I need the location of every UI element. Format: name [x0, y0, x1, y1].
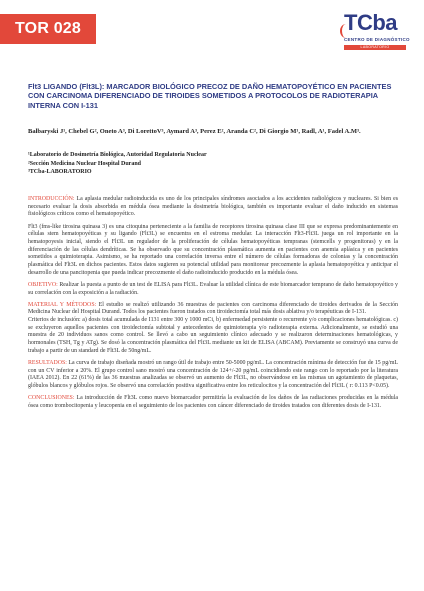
materiales-label: MATERIAL Y MÉTODOS:	[28, 301, 97, 308]
abstract-title: Flt3 LIGANDO (Flt3L): MARCADOR BIOLÓGICO PRECOZ DE DAÑO HEMATOPOYÉTICO EN PACIENTES CON CARCINOMA DIFERENCIADO DE TIROIDES SOMETIDOS A PROTOCOLOS DE RADIOTERAPIA INTERNA CON I-131	[28, 82, 392, 110]
resultados-paragraph	[28, 360, 398, 391]
resultados-text: La curva de trabajo diseñada mostró un rango útil de trabajo entre 50-5000 pg/mL. La concentración mínima de detección fue de 15 pg/mL con un CV inferior a 20%. El grupo control sano mostró una concentración de 124+/-20 pg/mL coincidiendo este rango con lo reportado por la literatura (IAEA 2012). En 22 (61%) de las 36 muestras analizadas se observó un aumento de Flt3L, no observándose en las mismas un agotamiento de plaquetas, glóbulos blancos y glóbulos rojos. Se observó una correlación positiva significativa entre los reticulocitos y la concentración del Flt3L ( r: 0.113 P<0.05).	[28, 359, 398, 390]
conclusiones-paragraph	[28, 395, 398, 410]
logo-name: TCba	[344, 10, 397, 35]
poster-id-tag: TOR 028	[0, 14, 96, 44]
objetivo-text: Realizar la puesta a punto de un test de ELISA para Flt3L. Evaluar la utilidad clínica de este biomarcador temprano de daño hematopoyético y su correlación con la exposición a la radiación.	[28, 281, 398, 296]
materiales-paragraph	[28, 302, 398, 317]
objetivo-paragraph	[28, 282, 398, 297]
conclusiones-text: La introducción de Flt3L como nuevo biomarcador permitiría la evaluación de los daños de las radiaciones producidas en la médula ósea como trombocitopenia y leucopenia en el seguimiento de los pacientes con cáncer diferenciado de tiroides tratados con diferentes dosis de I-131.	[28, 395, 398, 409]
affiliation-3: ³TCba-LABORATORIO	[28, 169, 92, 176]
resultados-label: RESULTADOS:	[28, 359, 67, 366]
criterios-paragraph: Criterios de inclusión: a) dosis total acumulada de I131 entre 300 y 1000 mCi, b) enfermedad persistente o recurrente y/o complicaciones hematológicas. c) se excluyeron aquellos pacientes con tiroidectomía subtotal y antecedentes de quimioterapia y/o radioterapia externa. Adicionalmente, se estudió una muestra de 20 individuos sanos como control. Se llevó a cabo un seguimiento clínico adecuado y se realizaron determinaciones hematológicas, y hormonales (TSH, Tg y ATg). Se dosó la concentración plasmática del Flt3L mediante un kit de ELISA (ABCAM). Previamente se construyó una curva de trabajo a partir de un standard de Flt3L de 50ng/mL.	[28, 317, 398, 354]
objetivo-label: OBJETIVO:	[28, 281, 58, 288]
logo-subtitle: CENTRO DE DIAGNÓSTICO	[344, 37, 410, 42]
abstract-body	[28, 196, 398, 415]
author-list: Balbaryski J¹, Chebel G², Oneto A³, Di LorettoV³, Aymard A³, Perez E², Aranda C², Di Giorgio M¹, Radl, A¹, Fadel A.M³.	[28, 128, 361, 135]
tcba-logo	[340, 10, 410, 56]
affiliation-2: ²Sección Medicina Nuclear Hospital Durand	[28, 160, 142, 167]
conclusiones-label: CONCLUSIONES:	[28, 395, 75, 402]
intro-paragraph	[28, 196, 398, 219]
affiliation-1: ¹Laboratorio de Dosimetría Biológica, Autoridad Regulatoria Nuclear	[28, 152, 207, 158]
intro2-paragraph: Flt3 (fms-like tirosina quinasa 3) es una citoquina perteneciente a la familia de receptores tirosina quinasa clase III que se expresa predominantemente en células stem hematopoyéticas y su ligando (Flt3L) se encuentra en el estroma medular. La interacción Flt3-Flt3L juega un rol importante en la hematopoyesis inicial, siendo el Flt3L un regulador de la proliferación de células hematopoyéticas tempranas (stemcells y progenitoras) y en la diferenciación de las células dendríticas. Se ha observado que su concentración plasmática aumenta en pacientes con anemia aplásica y en pacientes sometidos a quimioterapia. Asimismo, se ha reportado una correlación inversa entre el número de células formadoras de colonias y la concentración plasmática del Flt3L en dichos pacientes. Estos datos sugieren su potencial utilidad para monitorear precozmente la aplasia hematopoyética y anticipar el desarrollo de una pancitopenia que pueda indicar precozmente el daño radioinducido producido en la médula ósea.	[28, 223, 398, 276]
materiales-text: El estudio se realizó utilizando 36 muestras de pacientes con carcinoma diferenciado de tiroides derivados de la Sección Medicina Nuclear del Hospital Durand. Todos los pacientes fueron tratados con tiroidectomía total más dosis ablativa y/o terapéuticas de I-131.	[28, 301, 398, 316]
intro-text: La aplasia medular radioinducida es uno de los principales síndromes asociados a los accidentes radiológicos y nucleares. Si bien es necesario evaluar la dosis absorbida en médula ósea mediante la dosimetría biológica, también es importante evaluar el daño inducido en sistemas fisiológicos críticos como el hematopoyético.	[28, 196, 398, 218]
intro-label: INTRODUCCIÓN:	[28, 196, 75, 202]
affiliations	[28, 151, 400, 177]
logo-bar: LABORATORIO	[344, 45, 406, 50]
